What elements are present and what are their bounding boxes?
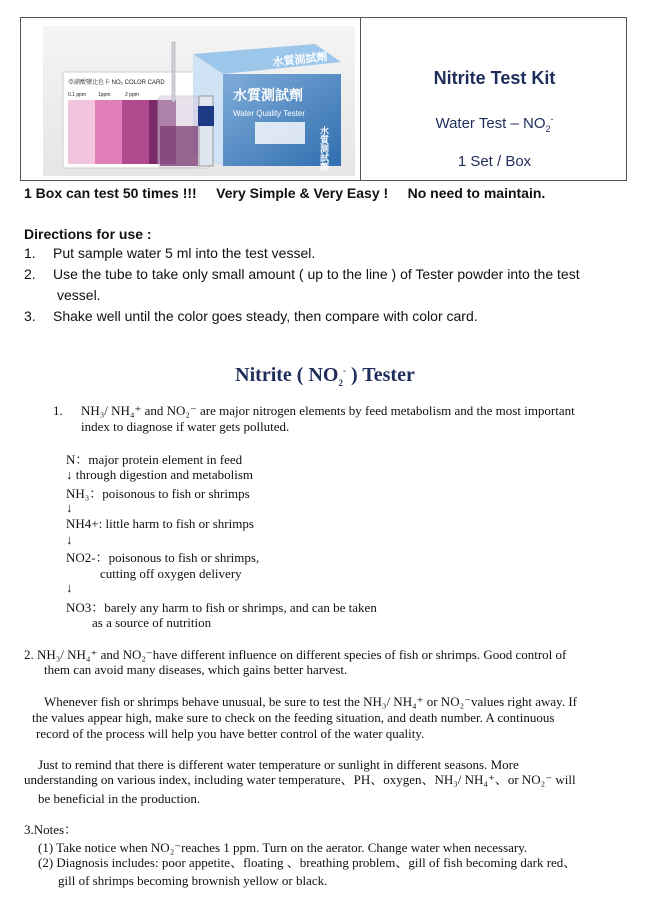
point1-line1: NH₃/ NH₄⁺ and NO₂⁻ are major nitrogen elements by feed metabolism and the most important (81, 403, 575, 418)
tagline: 1 Box can test 50 times !!! Very Simple & Very Easy ! No need to maintain. (24, 185, 546, 201)
direction-item-2-cont: vessel. (57, 287, 101, 303)
para1-line1: Whenever fish or shrimps behave unusual, be sure to test the NH₃/ NH₄⁺ or NO₂⁻values right away. If (44, 694, 577, 709)
direction-item-2: 2. Use the tube to take only small amount ( up to the line ) of Tester powder into the test (24, 266, 580, 282)
product-photo (43, 26, 355, 176)
header-box (20, 17, 627, 181)
box-title-zh: 水質測試劑 (233, 88, 303, 104)
note-2-line2: gill of shrimps becoming brownish yellow or black. (58, 873, 328, 888)
card-scale-1: 0.1 ppm (68, 92, 87, 98)
chain-arrow-3: ↓ (66, 580, 73, 595)
note-2-line1: (2) Diagnosis includes: poor appetite、floating 、breathing problem、gill of fish becoming dark red、 (38, 855, 577, 870)
point2-line1: 2. NH₃/ NH₄⁺ and NO₂⁻have different influence on different species of fish or shrimps. Good control of (24, 647, 567, 662)
direction-item-3: 3. Shake well until the color goes steady, then compare with color card. (24, 308, 478, 324)
card-scale-2: 1ppm (98, 92, 111, 98)
note-1: (1) Take notice when NO₂⁻reaches 1 ppm. Turn on the aerator. Change water when necessary. (38, 840, 528, 855)
point1-num: 1. (53, 403, 63, 418)
chain-arrow-1: ↓ (66, 500, 73, 515)
chain-step-6: NO3：barely any harm to fish or shrimps, and can be taken (66, 600, 377, 615)
para1-line3: record of the process will help you have better control of the water quality. (36, 726, 425, 741)
para1-line2: the values appear high, make sure to check on the feeding situation, and death number. A continuous (32, 710, 555, 725)
point1-line2: index to diagnose if water gets polluted. (81, 419, 290, 434)
direction-item-1: 1. Put sample water 5 ml into the test vessel. (24, 245, 316, 261)
chain-step-3: NH₃：poisonous to fish or shrimps (66, 486, 250, 501)
card-title: 亞硝酸鹽比色卡 NO₂ COLOR CARD (68, 80, 165, 86)
box-side-title: 水質測試劑 (318, 126, 328, 171)
chain-step-5: NO2-：poisonous to fish or shrimps, (66, 550, 260, 565)
swatch-3 (122, 100, 149, 164)
card-scale-3: 2 ppm (125, 92, 139, 98)
chain-step-1: N：major protein element in feed (66, 452, 243, 467)
tester-title: Nitrite ( $NO_2^-$ ) Tester (235, 364, 415, 388)
para2-line2: understanding on various index, including water temperature、PH、oxygen、NH₃/ NH₄⁺、or NO₂⁻ will (24, 772, 576, 787)
box-top-title: 水質測試劑 (271, 50, 329, 69)
dropper-tube (172, 42, 175, 102)
product-photo-illustration (43, 26, 355, 176)
notes-heading: 3.Notes： (24, 822, 78, 837)
chain-arrow-2: ↓ (66, 532, 73, 547)
point2-line2: them can avoid many diseases, which gains better harvest. (44, 662, 348, 677)
chain-step-6-cont: as a source of nutrition (92, 615, 212, 630)
kit-title: Nitrite Test Kit (433, 68, 556, 88)
swatch-2 (95, 100, 122, 164)
title-block (361, 18, 628, 180)
chain-step-5-cont: cutting off oxygen delivery (100, 566, 242, 581)
chain-step-4: NH4+: little harm to fish or shrimps (66, 516, 254, 531)
para2-line1: Just to remind that there is different water temperature or sunlight in different seasons. More (38, 757, 519, 772)
para2-line3: be beneficial in the production. (38, 791, 201, 806)
chain-step-2: ↓ through digestion and metabolism (66, 467, 254, 482)
directions-heading: Directions for use : (24, 226, 152, 242)
swatch-1 (68, 100, 95, 164)
box-title-en: Water Quality Tester (233, 109, 306, 118)
kit-subtitle: Water Test – $NO_2^-$ (435, 114, 554, 134)
kit-quantity: 1 Set / Box (457, 153, 532, 170)
